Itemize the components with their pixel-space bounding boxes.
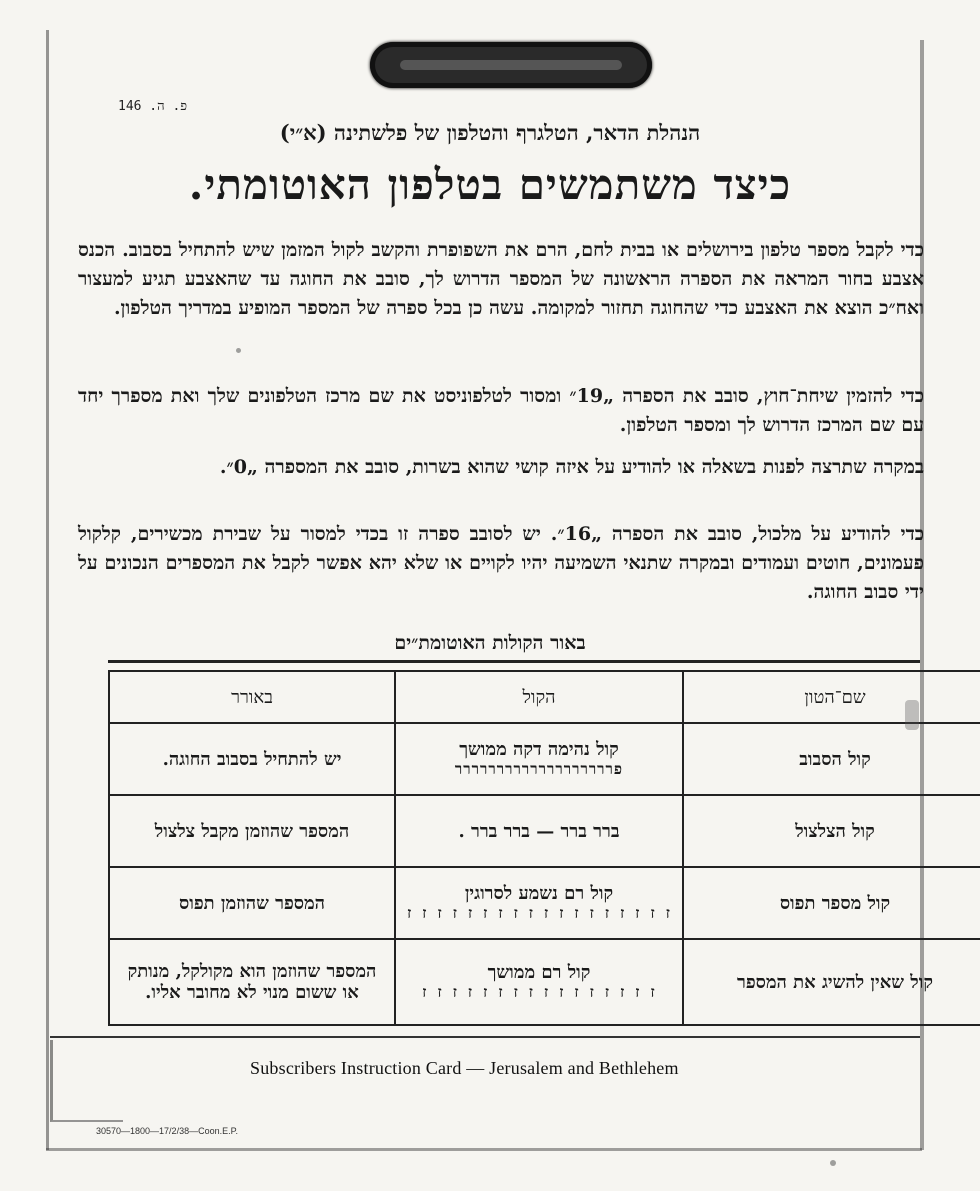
table-row — [109, 795, 980, 867]
instruction-paragraph-faults: כדי להודיע על מלכול, סובב את הספרה „16״. יש לסובב ספרה זו בכדי למסור על שבירת מכשירים, קלקול פעמונים, חוטים ועמודים ובמקרה שתנאי השמיעה יהיו לקויים או שלא יהא אפשר לקבל את המספרים הנכונים על ידי סבוב החוגה. — [78, 523, 924, 603]
tone-explanation-cell: המספר שהוזמן הוא מקולקל, מנותק או ששום מנוי לא מחובר אליו. — [109, 939, 395, 1025]
page-title: כיצד משתמשים בטלפון האוטומתי. — [188, 160, 792, 209]
tone-sound-cell — [395, 867, 683, 939]
table-header-row — [109, 671, 980, 723]
tone-explanation-cell: המספר שהוזמן תפוס — [109, 867, 395, 939]
card-edge-bottom — [46, 1148, 922, 1151]
tone-sound-cell: ברר ברר — ברר ברר . — [395, 795, 683, 867]
tone-sound-text: קול רם ממושך — [487, 962, 591, 983]
table-row — [109, 723, 980, 795]
header-tone-name: שם־הטון — [683, 671, 980, 723]
form-id: פ. ה. 146 — [118, 99, 188, 114]
paper-stain — [905, 700, 919, 730]
table-row — [109, 939, 980, 1025]
tone-sound-cell — [395, 723, 683, 795]
handwritten-stamp — [50, 1040, 123, 1122]
tones-table — [108, 670, 980, 1026]
tone-sound-text: קול נהימה דקה ממושך — [459, 739, 619, 760]
instruction-paragraph-dialing: כדי לקבל מספר טלפון בירושלים או בבית לחם, הרם את השפופרת והקשב לקול המזמן שיש להתחיל בסבוב. הכנס אצבע בחור המראה את הספרה הראשונה של המספר הדרוש לך, סובב את החוגה עד שהאצבע תגיע למעצור ואח״כ הוצא את האצבע כדי שהחוגה תחזור למקומה. עשה כן בכל ספרה של המספר המופיע במדריך הטלפון. — [78, 239, 924, 319]
table-title: באור הקולות האוטומת״ים — [394, 632, 586, 654]
footer-rule — [50, 1036, 920, 1038]
tone-name-cell: קול הצלצול — [683, 795, 980, 867]
english-caption: Subscribers Instruction Card — Jerusalem and Bethlehem — [250, 1058, 679, 1078]
publisher-line: הנהלת הדאר, הטלגרף והטלפון של פלשתינה (א״י) — [279, 120, 701, 145]
header-sound: הקול — [395, 671, 683, 723]
hanging-cord — [370, 42, 652, 88]
tone-explanation-cell: יש להתחיל בסבוב החוגה. — [109, 723, 395, 795]
tone-sound-pattern: פררררררררררררררררררר — [454, 760, 624, 778]
instruction-paragraph-inquiries: במקרה שתרצה לפנות בשאלה או להודיע על איזה קושי שהוא בשרות, סובב את המספרה „0״. — [219, 456, 924, 478]
tone-explanation-cell: המספר שהוזמן מקבל צלצול — [109, 795, 395, 867]
tone-sound-pattern: ז ז ז ז ז ז ז ז ז ז ז ז ז ז ז ז ז ז — [407, 904, 671, 922]
paper-speck — [830, 1160, 836, 1166]
tone-sound-pattern: ז ז ז ז ז ז ז ז ז ז ז ז ז ז ז ז — [422, 983, 656, 1001]
table-top-rule — [108, 660, 920, 663]
instruction-paragraph-trunk-call: כדי להזמין שיחת־חוץ, סובב את הספרה „19״ ומסור לטלפוניסט את שם מרכז הטלפונים שלך ואת מספרך יחד עם שם המרכז הדרוש לך ומספר הטלפון. — [78, 385, 924, 436]
printer-imprint: 30570—1800—17/2/38—Coon.E.P. — [96, 1126, 238, 1136]
tone-sound-cell — [395, 939, 683, 1025]
paper-speck — [236, 348, 241, 353]
tone-name-cell: קול מספר תפוס — [683, 867, 980, 939]
tone-name-cell: קול שאין להשיג את המספר — [683, 939, 980, 1025]
table-row — [109, 867, 980, 939]
tone-sound-text: קול רם נשמע לסרוגין — [464, 883, 614, 904]
tone-name-cell: קול הסבוב — [683, 723, 980, 795]
header-explanation: באורר — [109, 671, 395, 723]
